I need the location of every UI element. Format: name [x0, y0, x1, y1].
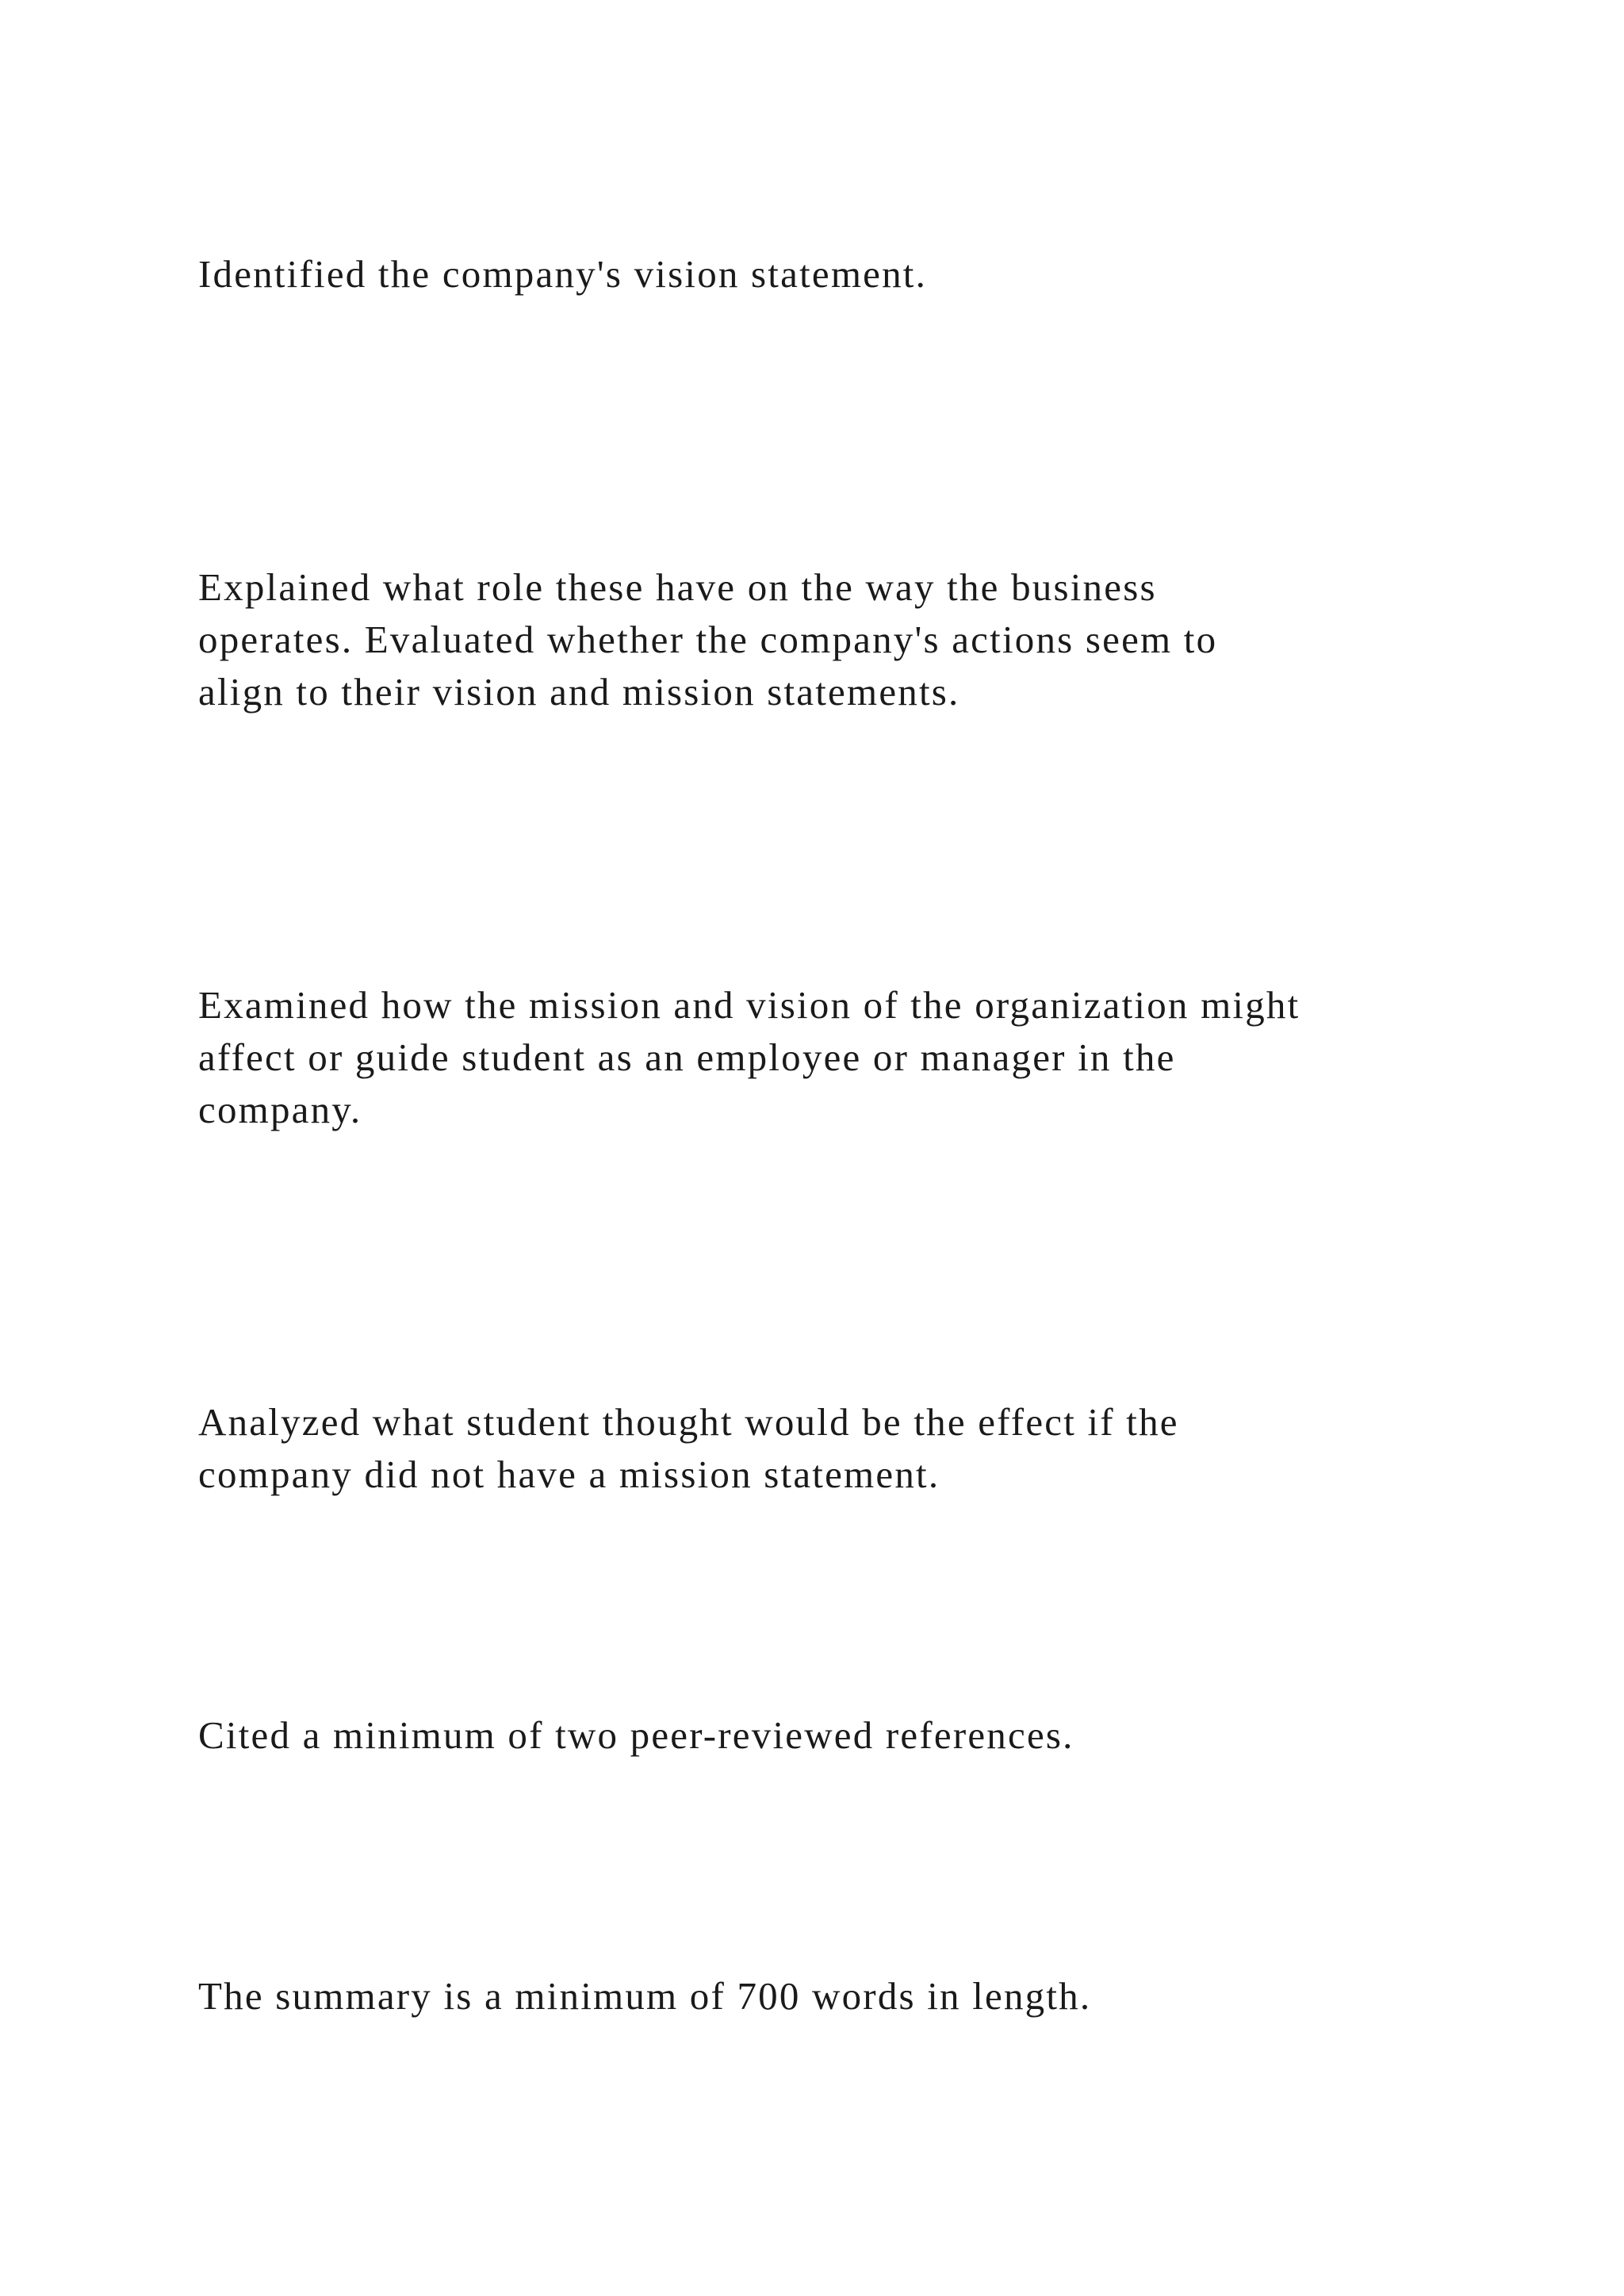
- criterion-guidance-as-employee: [198, 979, 1546, 1136]
- text-line: company did not have a mission statement.: [198, 1452, 940, 1496]
- criterion-vision-statement: [198, 248, 1546, 300]
- text-line: company.: [198, 1088, 362, 1131]
- text-line: The summary is a minimum of 700 words in length.: [198, 1974, 1092, 2018]
- criterion-word-count: [198, 1970, 1546, 2022]
- criterion-role-and-alignment: [198, 561, 1546, 718]
- text-line: Explained what role these have on the way the business: [198, 565, 1157, 609]
- criterion-no-mission-effect: [198, 1396, 1546, 1501]
- text-line: Identified the company's vision statement.: [198, 252, 928, 296]
- text-line: Examined how the mission and vision of the organization might: [198, 983, 1300, 1027]
- text-line: Cited a minimum of two peer-reviewed references.: [198, 1713, 1074, 1757]
- text-line: operates. Evaluated whether the company's actions seem to: [198, 618, 1218, 661]
- text-line: align to their vision and mission statements.: [198, 670, 960, 714]
- criterion-references: [198, 1709, 1546, 1762]
- text-line: affect or guide student as an employee or manager in the: [198, 1035, 1176, 1079]
- text-line: Analyzed what student thought would be the effect if the: [198, 1400, 1179, 1444]
